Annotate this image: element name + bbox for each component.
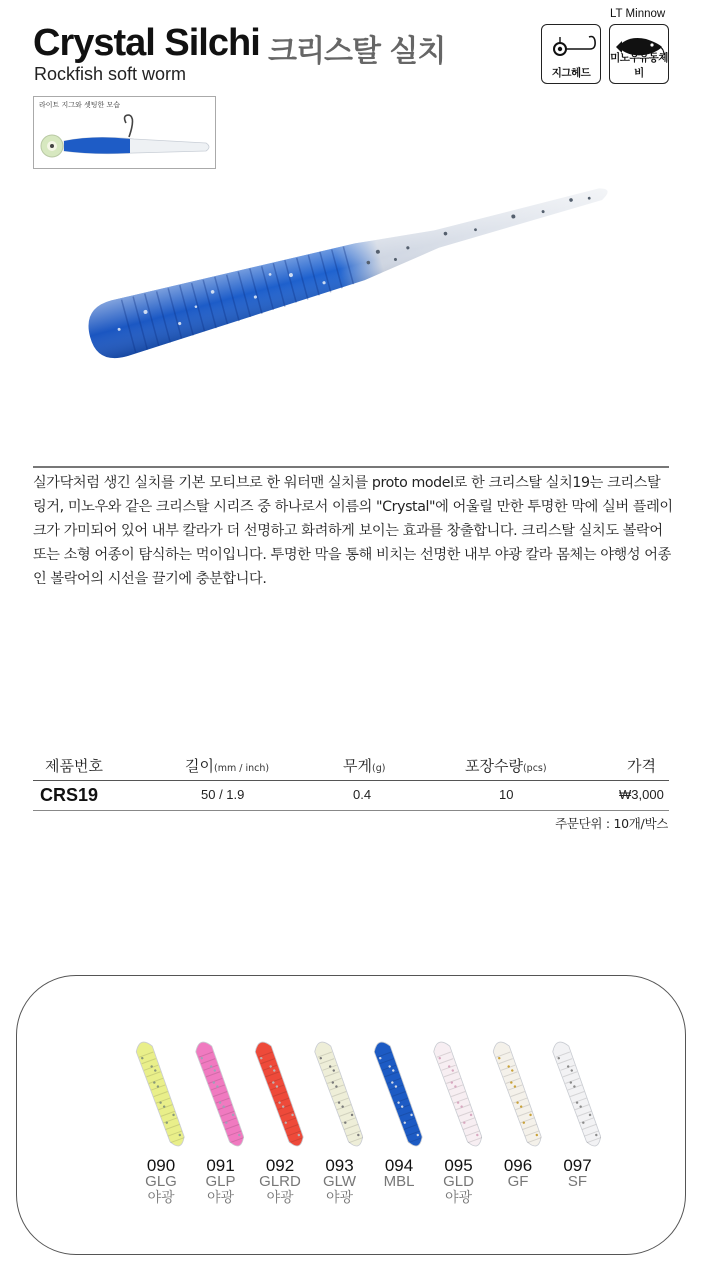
color-swatch-092 <box>250 1158 310 1206</box>
swatch-number: 092 <box>265 1156 295 1175</box>
spec-header-length-unit: (mm / inch) <box>213 763 270 774</box>
color-swatch-090 <box>131 1158 191 1206</box>
spec-length-value: 50 / 1.9 <box>201 787 245 802</box>
color-swatch-094 <box>369 1158 429 1190</box>
product-subtitle: Rockfish soft worm <box>34 64 187 84</box>
swatch-code: GLP <box>205 1173 236 1190</box>
swatch-code: SF <box>567 1173 588 1190</box>
swatch-code: GLW <box>322 1173 357 1190</box>
product-title: Crystal Silchi <box>33 22 260 64</box>
spec-header-weight-group <box>343 752 385 783</box>
spec-header-code: 제품번호 <box>45 757 103 775</box>
minnow-badge <box>609 24 669 84</box>
color-swatch-095 <box>429 1158 489 1206</box>
spec-price-value: ₩3,000 <box>619 787 664 802</box>
color-swatch-093 <box>310 1158 370 1206</box>
order-unit-note: 주문단위 : 10개/박스 <box>555 816 668 831</box>
swatch-code: MBL <box>383 1173 415 1190</box>
jighead-caption: 지그헤드 <box>551 67 591 79</box>
spec-pack-value: 10 <box>499 787 514 802</box>
product-description: 실가닥처럼 생긴 실치를 기본 모티브로 한 워터맨 실치를 proto model로 한 크리스탈 실치19는 크리스탈 링거, 미노우와 같은 크리스탈 시리즈 중 하나로서 이름의 "Crystal"에 어울릴 만한 투명한 막에 실버 플레이크가 가미되어 있어 내부 칼라가 더 선명하고 화려하게 보이는 효과를 창출합니다. 크리스탈 실치도 볼락어 또는 소형 어종이 탐식하는 먹이입니다. 투명한 막을 통해 비치는 선명한 내부 야광 칼라 몸체는 야행성 어종인 볼락어의 시선을 끌기에 충분합니다. <box>33 475 673 587</box>
spec-header-row <box>33 752 669 780</box>
spec-table <box>33 752 669 809</box>
spec-header-pack-unit: (pcs) <box>522 763 547 774</box>
jig-setup-illustration <box>34 107 217 169</box>
jighead-icon <box>546 29 598 65</box>
spec-weight-value: 0.4 <box>353 787 372 802</box>
color-swatch-097 <box>548 1158 608 1190</box>
swatch-glow-label: 야광 <box>266 1190 294 1206</box>
spec-header-length: 길이 <box>185 757 214 775</box>
color-swatch-091 <box>191 1158 251 1206</box>
lt-minnow-label: LT Minnow <box>610 8 666 20</box>
swatch-glow-label: 야광 <box>325 1190 354 1206</box>
product-photo-worm <box>50 170 640 360</box>
spec-header-pack: 포장수량 <box>465 757 523 775</box>
jighead-badge <box>541 24 601 84</box>
color-swatch-096 <box>488 1158 548 1190</box>
jig-setup-photo <box>33 96 216 169</box>
swatch-number: 095 <box>444 1156 473 1175</box>
swatch-glow-label: 야광 <box>147 1190 175 1206</box>
jig-setup-caption: 라이트 지그와 셋팅한 모습 <box>39 101 121 109</box>
swatch-code: GLG <box>145 1173 177 1190</box>
spec-header-length-group <box>185 752 269 783</box>
description-divider <box>33 466 669 468</box>
spec-header-weight: 무게 <box>343 757 372 775</box>
spec-bottom-divider <box>33 810 669 811</box>
spec-header-pack-group <box>465 752 547 783</box>
swatch-number: 097 <box>563 1156 592 1175</box>
swatch-code: GLD <box>443 1173 474 1190</box>
color-chart-panel <box>16 975 686 1255</box>
swatch-glow-label: 야광 <box>444 1190 473 1206</box>
swatch-code: GF <box>507 1173 529 1190</box>
swatch-number: 096 <box>503 1156 533 1175</box>
swatch-number: 093 <box>325 1156 354 1175</box>
swatch-number: 091 <box>206 1156 235 1175</box>
product-title-korean: 크리스탈 실치 <box>268 34 446 69</box>
spec-data-row <box>33 781 669 809</box>
swatch-code: GLRD <box>259 1173 301 1190</box>
swatch-number: 094 <box>384 1156 414 1175</box>
spec-header-price: 가격 <box>627 757 656 775</box>
minnow-caption: 미노우유동체비 <box>610 52 668 79</box>
spec-product-code: CRS19 <box>40 785 99 805</box>
swatch-glow-label: 야광 <box>206 1190 235 1206</box>
spec-header-weight-unit: (g) <box>371 763 386 774</box>
swatch-number: 090 <box>146 1156 176 1175</box>
